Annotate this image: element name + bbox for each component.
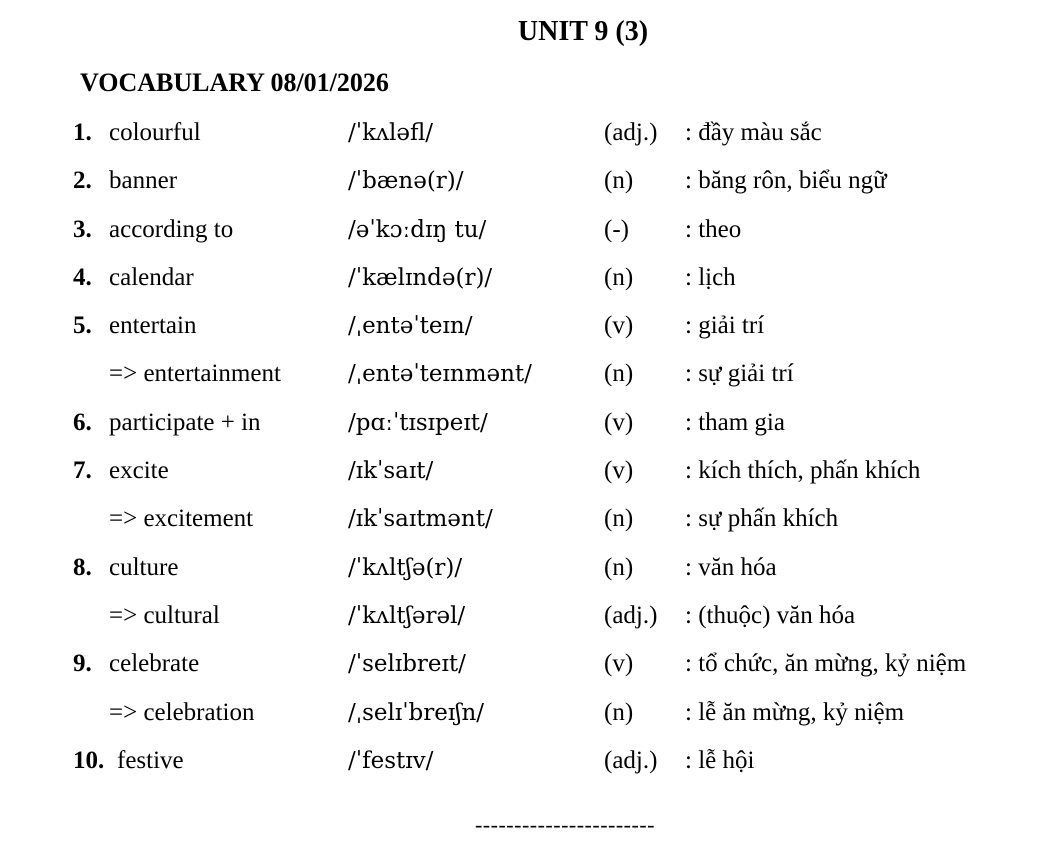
entry-meaning: : băng rôn, biểu ngữ	[685, 167, 887, 195]
entry-pronunciation: /ˈselɪbreɪt/	[348, 651, 466, 678]
entry-number: 6.	[73, 408, 92, 436]
entry-part-of-speech: (v)	[604, 650, 634, 678]
vocab-derived-entry-9	[0, 695, 1059, 743]
entry-meaning: : giải trí	[685, 312, 765, 340]
entry-part-of-speech: (n)	[604, 263, 634, 291]
entry-number: 8.	[73, 553, 92, 581]
entry-meaning: : đầy màu sắc	[685, 119, 822, 146]
entry-pronunciation: /ˈkʌləfl/	[348, 120, 434, 146]
vocab-entry-4	[0, 260, 1059, 308]
entry-pronunciation: /ˌentəˈteɪn/	[348, 313, 473, 340]
entry-word: => celebration	[109, 698, 255, 726]
entry-part-of-speech: (adj.)	[604, 119, 658, 146]
entry-pronunciation: /ˌselɪˈbreɪʃn/	[348, 699, 485, 726]
vocabulary-heading: VOCABULARY 08/01/2026	[80, 68, 389, 97]
entry-pronunciation: /ɪkˈsaɪt/	[348, 458, 434, 485]
entry-pronunciation: /ˈkʌltʃə(r)/	[348, 554, 463, 581]
vocab-entry-7	[0, 453, 1059, 501]
entry-word: excite	[109, 457, 169, 485]
entry-word: => entertainment	[109, 360, 281, 388]
entry-part-of-speech: (n)	[604, 553, 634, 581]
entry-word: according to	[109, 215, 234, 243]
entry-meaning: : sự phấn khích	[685, 505, 839, 533]
entry-word: participate + in	[109, 408, 261, 436]
vocab-entry-9	[0, 646, 1059, 694]
entry-word: colourful	[109, 119, 201, 146]
entry-pronunciation: /ˌentəˈteɪnmənt/	[348, 361, 532, 388]
entry-pronunciation: /ˈfestɪv/	[348, 747, 434, 774]
entry-number: 9.	[73, 650, 92, 678]
entry-pronunciation: /ˈbænə(r)/	[348, 168, 464, 195]
entry-part-of-speech: (v)	[604, 312, 634, 340]
vocab-derived-entry-5	[0, 356, 1059, 404]
entry-meaning: : sự giải trí	[685, 360, 794, 388]
entry-pronunciation: /pɑːˈtɪsɪpeɪt/	[348, 409, 488, 436]
vocab-derived-entry-8	[0, 598, 1059, 646]
vocab-entry-5	[0, 308, 1059, 356]
vocab-entry-8	[0, 550, 1059, 598]
entry-number: 1.	[73, 119, 92, 146]
entry-number: 5.	[73, 312, 92, 340]
entry-word: => excitement	[109, 505, 254, 533]
entry-word: festive	[117, 746, 184, 774]
dashed-divider: -----------------------	[474, 812, 655, 837]
entry-part-of-speech: (n)	[604, 167, 634, 195]
entry-meaning: : lễ ăn mừng, kỷ niệm	[685, 698, 905, 726]
entry-part-of-speech: (adj.)	[604, 746, 658, 774]
entry-meaning: : tham gia	[685, 408, 785, 436]
entry-word: calendar	[109, 263, 194, 291]
vocabulary-list	[0, 115, 1059, 791]
entry-pronunciation: /əˈkɔːdɪŋ tu/	[348, 216, 487, 243]
entry-number: 3.	[73, 215, 92, 243]
vocab-entry-6	[0, 405, 1059, 453]
vocab-entry-3	[0, 212, 1059, 260]
entry-part-of-speech: (v)	[604, 457, 634, 485]
vocab-derived-entry-7	[0, 501, 1059, 549]
entry-number: 7.	[73, 457, 92, 485]
entry-number: 10.	[73, 746, 105, 774]
entry-word: culture	[109, 553, 179, 581]
entry-part-of-speech: (v)	[604, 408, 634, 436]
entry-word: entertain	[109, 312, 197, 340]
entry-part-of-speech: (n)	[604, 505, 634, 533]
entry-meaning: : kích thích, phấn khích	[685, 457, 921, 485]
entry-meaning: : tổ chức, ăn mừng, kỷ niệm	[685, 650, 967, 678]
entry-pronunciation: /ˈkʌltʃərəl/	[348, 602, 466, 629]
entry-pronunciation: /ˈkælɪndə(r)/	[348, 264, 493, 291]
vocab-entry-2	[0, 163, 1059, 211]
entry-meaning: : lịch	[685, 263, 736, 291]
entry-meaning: : theo	[685, 215, 742, 243]
entry-number: 4.	[73, 263, 92, 291]
entry-part-of-speech: (-)	[604, 215, 629, 243]
page-title: UNIT 9 (3)	[517, 16, 649, 47]
entry-part-of-speech: (adj.)	[604, 601, 658, 629]
entry-meaning: : (thuộc) văn hóa	[685, 601, 856, 629]
vocab-entry-1	[0, 115, 1059, 163]
entry-word: banner	[109, 167, 178, 195]
entry-number: 2.	[73, 167, 92, 195]
entry-part-of-speech: (n)	[604, 698, 634, 726]
entry-meaning: : lễ hội	[685, 746, 755, 774]
entry-word: celebrate	[109, 650, 200, 678]
entry-word: => cultural	[109, 601, 220, 629]
entry-pronunciation: /ɪkˈsaɪtmənt/	[348, 506, 493, 533]
entry-part-of-speech: (n)	[604, 360, 634, 388]
entry-meaning: : văn hóa	[685, 553, 777, 581]
vocab-entry-10	[0, 743, 1059, 791]
